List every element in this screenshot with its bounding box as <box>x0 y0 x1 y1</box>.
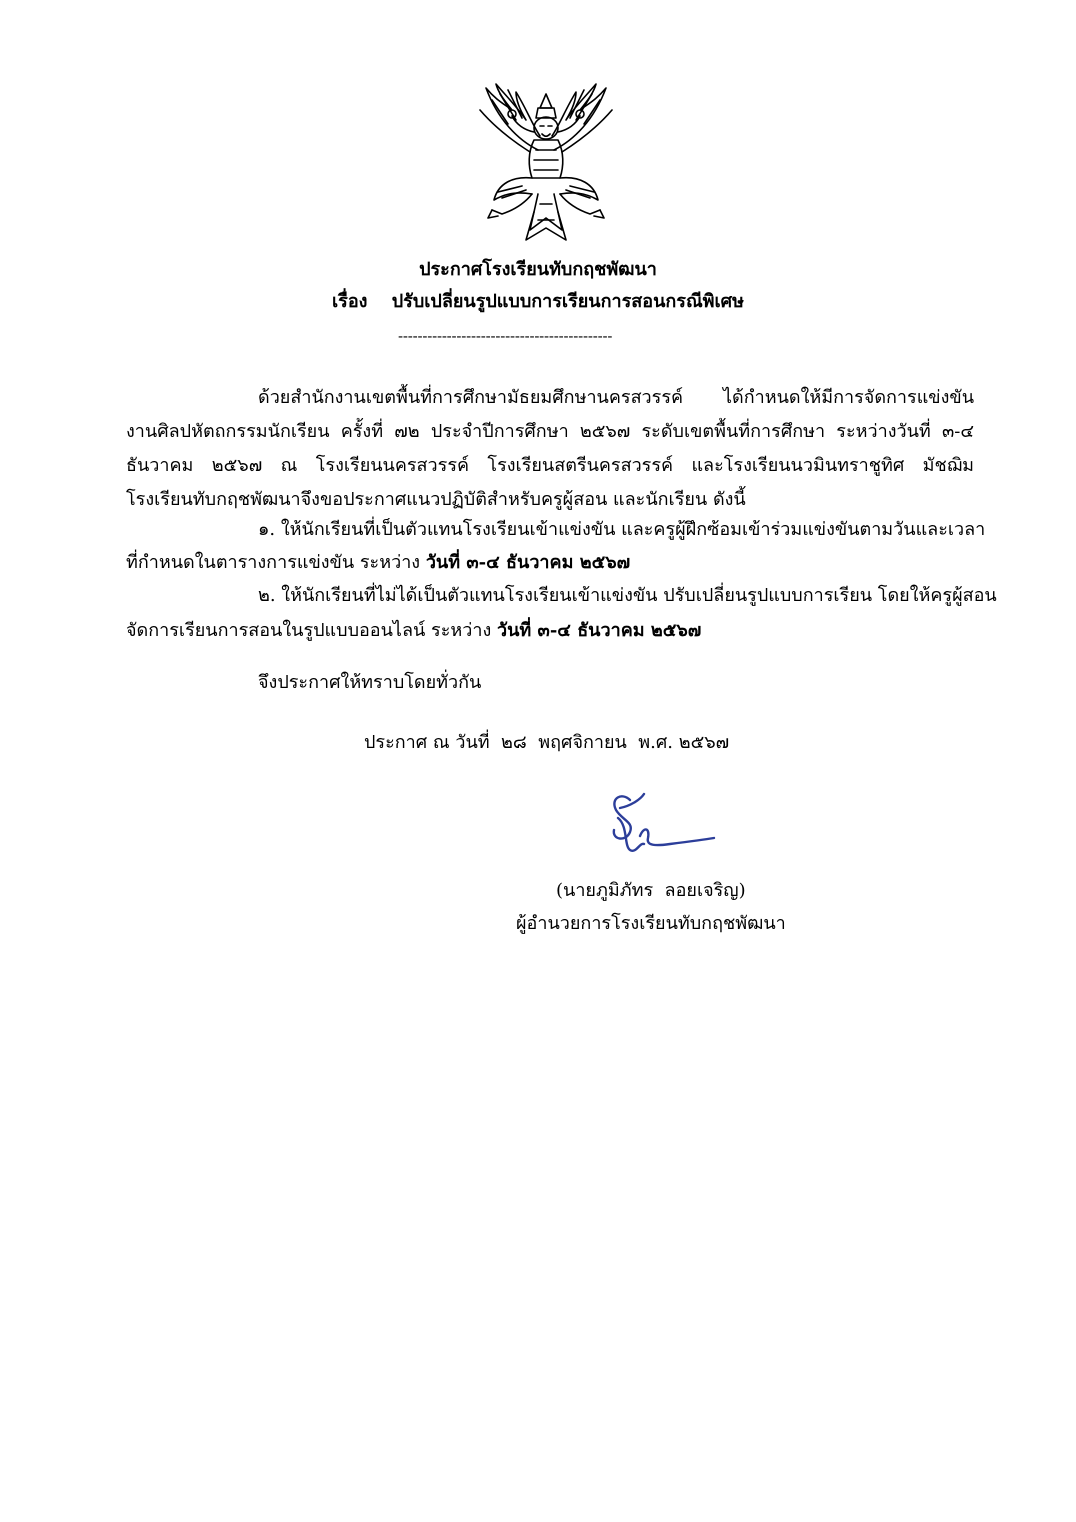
intro-line-4: โรงเรียนทับกฤชพัฒนาจึงขอประกาศแนวปฏิบัติสำหรับครูผู้สอน และนักเรียน ดังนี้ <box>126 489 746 510</box>
closing-statement: จึงประกาศให้ทราบโดยทั่วกัน <box>258 672 482 693</box>
announcement-subject <box>0 290 1076 314</box>
signer-name: (นายภูมิภัทร ลอยเจริญ) <box>556 880 746 901</box>
announcement-title: ประกาศโรงเรียนทับกฤชพัฒนา <box>419 259 657 280</box>
item-2-line-2 <box>126 619 701 643</box>
intro-line-3: ธันวาคม ๒๕๖๗ ณ โรงเรียนนครสวรรค์ โรงเรียนสตรีนครสวรรค์ และโรงเรียนนวมินทราชูทิศ มัชฌิม <box>126 455 974 476</box>
handwritten-signature <box>600 788 720 858</box>
item-2-date: วันที่ ๓-๔ ธันวาคม ๒๕๖๗ <box>496 620 702 641</box>
item-1-line-1: ๑. ให้นักเรียนที่เป็นตัวแทนโรงเรียนเข้าแข่งขัน และครูผู้ฝึกซ้อมเข้าร่วมแข่งขันตามวันและเวลา <box>258 519 986 540</box>
garuda-emblem <box>468 80 624 248</box>
item-1-text: ที่กำหนดในตารางการแข่งขัน ระหว่าง <box>126 552 421 573</box>
item-1-line-2 <box>126 551 630 575</box>
item-1-date: วันที่ ๓-๔ ธันวาคม ๒๕๖๗ <box>425 552 631 573</box>
intro-line-1: ด้วยสำนักงานเขตพื้นที่การศึกษามัธยมศึกษานครสวรรค์ ได้กำหนดให้มีการจัดการแข่งขัน <box>258 387 974 408</box>
item-2-line-1: ๒. ให้นักเรียนที่ไม่ได้เป็นตัวแทนโรงเรียนเข้าแข่งขัน ปรับเปลี่ยนรูปแบบการเรียน โดยให้ครูผู้สอน <box>258 585 997 606</box>
heading-separator: -------------------------------------------- <box>398 327 613 345</box>
subject-label: เรื่อง <box>332 291 368 312</box>
subject-text: ปรับเปลี่ยนรูปแบบการเรียนการสอนกรณีพิเศษ <box>391 291 744 312</box>
intro-line-2: งานศิลปหัตถกรรมนักเรียน ครั้งที่ ๗๒ ประจำปีการศึกษา ๒๕๖๗ ระดับเขตพื้นที่การศึกษา ระหว่างวันที่ ๓-๔ <box>126 421 974 442</box>
item-2-text: จัดการเรียนการสอนในรูปแบบออนไลน์ ระหว่าง <box>126 620 492 641</box>
signer-position: ผู้อำนวยการโรงเรียนทับกฤชพัฒนา <box>516 913 786 934</box>
announcement-date: ประกาศ ณ วันที่ ๒๘ พฤศจิกายน พ.ศ. ๒๕๖๗ <box>364 732 730 753</box>
